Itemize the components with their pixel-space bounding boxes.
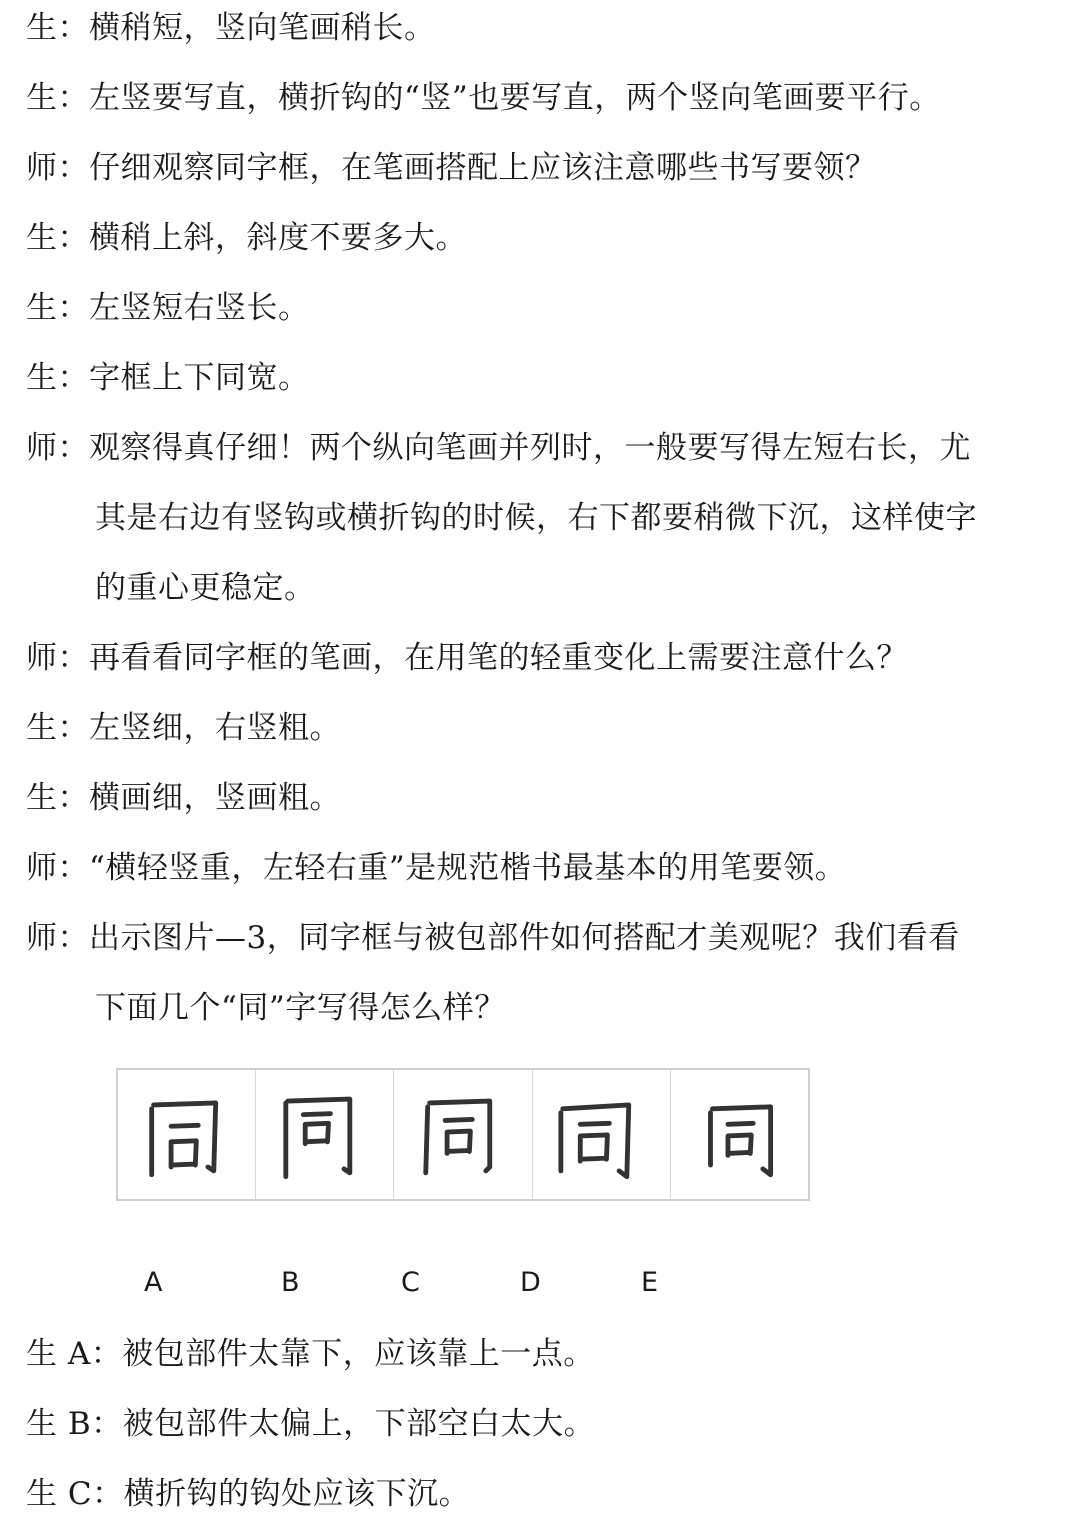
figure-label-e: E [641,1267,659,1298]
character-sample-e [671,1070,808,1199]
dialogue-line-5: 生：左竖短右竖长。 [26,290,310,326]
dialogue-line-12: 师：出示图片—3，同字框与被包部件如何搭配才美观呢？我们看看 [26,920,960,956]
dialogue-line-7-cont-1: 其是右边有竖钩或横折钩的时候，右下都要稍微下沉，这样使字 [95,500,977,536]
dialogue-line-6: 生：字框上下同宽。 [26,360,310,396]
dialogue-line-9: 生：左竖细，右竖粗。 [26,710,341,746]
dialogue-line-7: 师：观察得真仔细！两个纵向笔画并列时，一般要写得左短右长，尤 [26,430,971,466]
dialogue-line-2: 生：左竖要写直，横折钩的“竖”也要写直，两个竖向笔画要平行。 [26,80,941,116]
figure-label-d: D [520,1267,541,1298]
dialogue-line-10: 生：横画细，竖画粗。 [26,780,341,816]
character-comparison-figure [116,1068,810,1201]
handwritten-tong-e [671,1070,808,1199]
dialogue-line-12-cont: 下面几个“同”字写得怎么样？ [95,990,506,1026]
dialogue-line-3: 师：仔细观察同字框，在笔画搭配上应该注意哪些书写要领？ [26,150,877,186]
dialogue-line-7-cont-2: 的重心更稳定。 [95,570,316,606]
figure-label-a: A [144,1267,163,1298]
character-sample-d [533,1070,671,1199]
student-b-comment: 生 B：被包部件太偏上，下部空白太大。 [26,1406,596,1442]
handwritten-tong-b [256,1070,393,1199]
dialogue-line-8: 师：再看看同字框的笔画，在用笔的轻重变化上需要注意什么？ [26,640,908,676]
figure-label-b: B [281,1267,300,1298]
character-sample-c [394,1070,532,1199]
dialogue-line-1: 生：横稍短，竖向笔画稍长。 [26,10,436,46]
student-a-comment: 生 A：被包部件太靠下，应该靠上一点。 [26,1336,595,1372]
handwritten-tong-c [394,1070,531,1199]
student-c-comment: 生 C：横折钩的钩处应该下沉。 [26,1476,471,1512]
character-sample-b [256,1070,394,1199]
handwritten-tong-a [118,1070,255,1199]
dialogue-line-11: 师：“横轻竖重，左轻右重”是规范楷书最基本的用笔要领。 [26,850,847,886]
character-sample-a [118,1070,256,1199]
figure-label-c: C [401,1267,420,1298]
dialogue-line-4: 生：横稍上斜，斜度不要多大。 [26,220,467,256]
handwritten-tong-d [533,1070,670,1199]
